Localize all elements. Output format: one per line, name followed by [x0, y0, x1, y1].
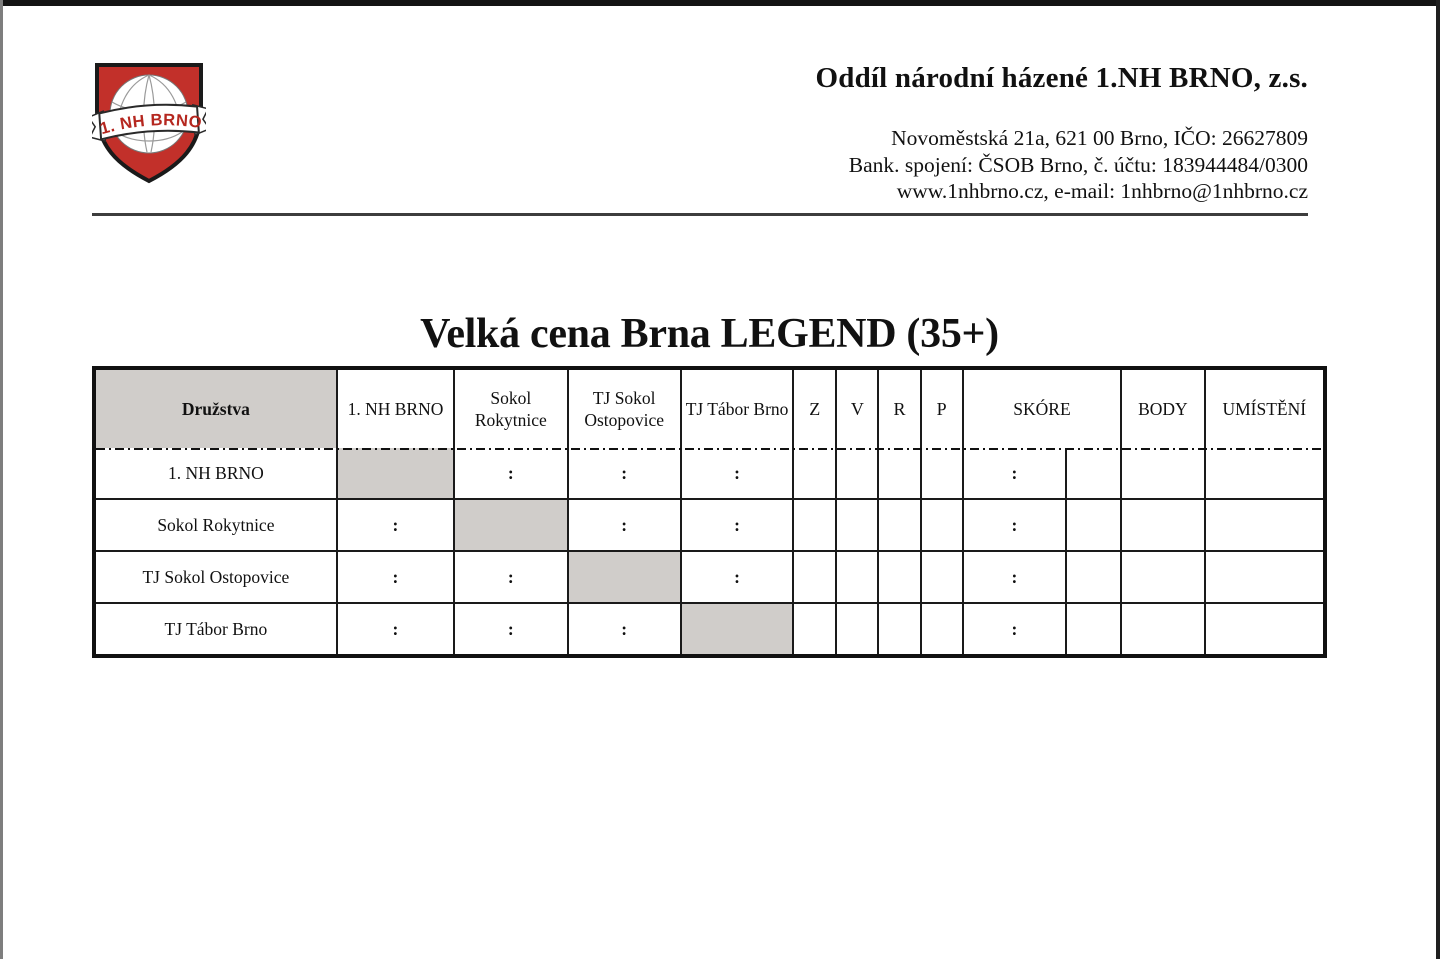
match-cell: : [454, 448, 567, 499]
team-name-cell: TJ Sokol Ostopovice [94, 551, 337, 603]
stat-cell-r [878, 448, 920, 499]
results-table-wrap [92, 366, 1327, 658]
score-cell-extra [1066, 551, 1121, 603]
placement-cell [1205, 448, 1326, 499]
match-cell: : [681, 551, 793, 603]
stat-cell-z [793, 603, 836, 656]
stat-cell-r [878, 499, 920, 551]
results-table [92, 366, 1327, 658]
match-cell: : [337, 551, 454, 603]
address-line-1: Novoměstská 21a, 621 00 Brno, IČO: 26627809 [891, 126, 1308, 150]
table-row [94, 499, 1325, 551]
col-header-opponent-2: Sokol Rokytnice [454, 368, 567, 448]
stat-cell-z [793, 551, 836, 603]
score-cell-extra [1066, 499, 1121, 551]
match-cell: : [454, 603, 567, 656]
header-divider [92, 213, 1308, 216]
placement-cell [1205, 551, 1326, 603]
placement-cell [1205, 499, 1326, 551]
points-cell [1121, 603, 1204, 656]
match-cell: : [337, 499, 454, 551]
table-row [94, 551, 1325, 603]
org-name: Oddíl národní házené 1.NH BRNO, z.s. [815, 62, 1308, 94]
team-name-cell: 1. NH BRNO [94, 448, 337, 499]
club-logo [92, 60, 206, 186]
match-cell-self [337, 448, 454, 499]
col-header-opponent-1: 1. NH BRNO [337, 368, 454, 448]
stat-cell-r [878, 551, 920, 603]
match-cell: : [568, 499, 681, 551]
col-header-v: V [836, 368, 878, 448]
stat-cell-p [921, 448, 963, 499]
stat-cell-v [836, 551, 878, 603]
org-address-block [849, 125, 1308, 205]
header-body-separator [96, 448, 1323, 450]
col-header-umisteni: UMÍSTĚNÍ [1205, 368, 1326, 448]
stat-cell-v [836, 603, 878, 656]
match-cell-self [681, 603, 793, 656]
match-cell: : [681, 448, 793, 499]
table-header-row [94, 368, 1325, 448]
points-cell [1121, 448, 1204, 499]
match-cell: : [454, 551, 567, 603]
points-cell [1121, 499, 1204, 551]
match-cell-self [568, 551, 681, 603]
address-line-2: Bank. spojení: ČSOB Brno, č. účtu: 183944484/0300 [848, 152, 1308, 177]
score-cell: : [963, 499, 1066, 551]
page-title: Velká cena Brna LEGEND (35+) [420, 311, 999, 357]
col-header-body: BODY [1121, 368, 1204, 448]
stat-cell-v [836, 499, 878, 551]
col-header-r: R [878, 368, 920, 448]
match-cell: : [568, 448, 681, 499]
col-header-opponent-4: TJ Tábor Brno [681, 368, 793, 448]
page-edge-top [0, 0, 1440, 6]
stat-cell-p [921, 499, 963, 551]
score-cell-extra [1066, 448, 1121, 499]
stat-cell-z [793, 499, 836, 551]
match-cell: : [568, 603, 681, 656]
table-row [94, 448, 1325, 499]
placement-cell [1205, 603, 1326, 656]
score-cell: : [963, 448, 1066, 499]
stat-cell-p [921, 551, 963, 603]
stat-cell-p [921, 603, 963, 656]
stat-cell-v [836, 448, 878, 499]
col-header-z: Z [793, 368, 836, 448]
score-cell-extra [1066, 603, 1121, 656]
match-cell-self [454, 499, 567, 551]
table-row [94, 603, 1325, 656]
club-logo-text: 1. NH BRNO [97, 111, 204, 139]
stat-cell-z [793, 448, 836, 499]
match-cell: : [337, 603, 454, 656]
score-cell: : [963, 603, 1066, 656]
team-name-cell: TJ Tábor Brno [94, 603, 337, 656]
score-cell: : [963, 551, 1066, 603]
col-header-druzstva: Družstva [94, 368, 337, 448]
points-cell [1121, 551, 1204, 603]
stat-cell-r [878, 603, 920, 656]
page-edge-left [0, 0, 3, 959]
address-line-3: www.1nhbrno.cz, e-mail: 1nhbrno@1nhbrno.cz [896, 179, 1308, 203]
col-header-p: P [921, 368, 963, 448]
col-header-opponent-3: TJ Sokol Ostopovice [568, 368, 681, 448]
page-edge-right [1436, 0, 1440, 959]
match-cell: : [681, 499, 793, 551]
team-name-cell: Sokol Rokytnice [94, 499, 337, 551]
col-header-skore: SKÓRE [963, 368, 1122, 448]
